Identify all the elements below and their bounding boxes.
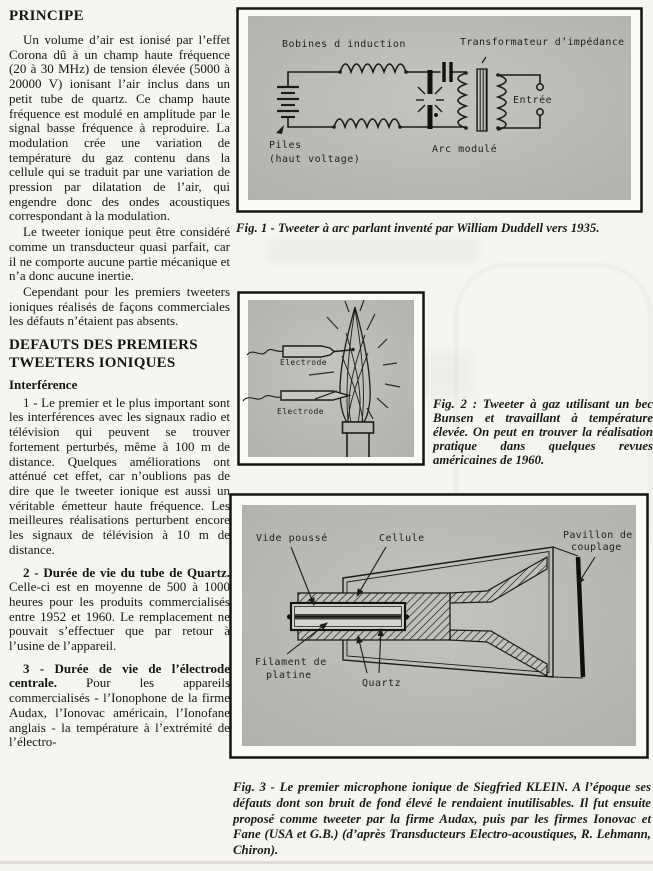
figure-2-caption: Fig. 2 : Tweeter à gaz utilisant un bec Bunsen et travaillant à température élevée. On peut en trouver la réalisation pratique dans quelques revues américaines de 1960. [433,397,653,467]
section-heading-defauts: DEFAUTS DES PREMIERS TWEETERS IONIQUES [9,337,198,371]
figure-1-arc-circuit-diagram [236,7,643,213]
label-filament-line2: platine [266,670,312,681]
body-paragraph: Le tweeter ionique peut être considéré comme un transducteur quasi parfait, car il ne comporte aucune partie mécanique et n’a donc aucune inertie. [9,224,230,284]
section-heading-principe: PRINCIPE [9,8,84,24]
label-entree: Entrée [513,95,553,106]
label-vide-pousse: Vide poussé [256,533,328,544]
label-electrode-bottom: Electrode [277,407,324,416]
figure-3-ionic-microphone-diagram [229,493,649,759]
body-paragraph [9,662,230,750]
platinum-filament [287,614,409,620]
figure-2-bunsen-tweeter [237,291,425,466]
paragraph-lead: 3 - Durée de vie de l’électrode centrale. [9,660,230,691]
photo-background [248,300,414,457]
paragraph-lead: 2 - Durée de vie du tube de Quartz. [23,564,230,580]
subheading-interference: Interférence [9,377,78,393]
paragraph-text: Pour les appareils commercialisés - l’Ionophone de la firme Audax, l’Ionovac américain, l’Ionofane anglais - la température à l’extrémité de l’électro- [9,675,230,750]
label-transformateur-impedance: Transformateur d’impédance [460,37,625,48]
body-paragraph: 1 - Le premier et le plus important sont les interférences avec les signaux radio et télévision qui peuvent se trouver fortement perturbés, même à 100 m de distance. Quelques améliorations ont atténué cet effet, car n’oublions pas de dire que le tweeter ionique est aussi un véritable émetteur haute fréquence. Les meilleures réalisations perturbent encore les signaux de télévision à 10 m de distance. [9,394,230,557]
label-quartz: Quartz [362,678,402,689]
article-text-column [9,6,230,871]
label-cellule: Cellule [379,533,425,544]
transformer-core [477,69,487,131]
figure-3-caption: Fig. 3 - Le premier microphone ionique de Siegfried KLEIN. A l’époque ses défauts dont son bruit de fond élevé le rendaient inutilisables. Il fut ensuite proposé comme tweeter par la firme Audax, puis par les firmes Ionovac et Fane (USA et G.B.) (d’après Transducteurs Electro-acoustiques, R. Lehmann, Chiron). [233,780,651,858]
label-haut-voltage: (haut voltage) [269,154,361,165]
label-bobines-induction: Bobines d induction [282,39,406,50]
label-piles: Piles [269,140,302,151]
label-filament-line1: Filament de [255,657,327,668]
body-paragraph [9,566,230,654]
label-arc-module: Arc modulé [432,144,498,155]
figure-1-caption: Fig. 1 - Tweeter à arc parlant inventé par William Duddell vers 1935. [236,221,600,235]
label-electrode-top: Electrode [280,358,327,367]
paragraph-text: Celle-ci est en moyenne de 500 à 1000 heures pour les produits commercialisés entre 1952 et 1960. Le remplacement ne pouvait s’effectuer que par retour à l’usine de l’appareil. [9,579,230,654]
label-pavillon-line1: Pavillon de [563,530,633,541]
body-paragraph: Cependant pour les premiers tweeters ioniques réalisés de façons commerciales les défauts n’étaient pas absents. [9,283,230,329]
label-pavillon-line2: couplage [571,542,622,553]
print-bleedthrough [267,238,480,262]
body-paragraph: Un volume d’air est ionisé par l’effet Corona dû à un champ haute fréquence (20 à 30 MHz) de tension élevée (5000 à 20000 V) ionisant l’air inclus dans un petit tube de quartz. Ce champ haute fréquence est modulé en amplitude par le signal basse fréquence à reproduire. La modulation crée une variation de température du gaz contenu dans la cellule qui se traduit par une variation de pression par dilatation de l’air, qui engendre donc des ondes acoustiques correspondant à la modulation. [9,32,230,224]
